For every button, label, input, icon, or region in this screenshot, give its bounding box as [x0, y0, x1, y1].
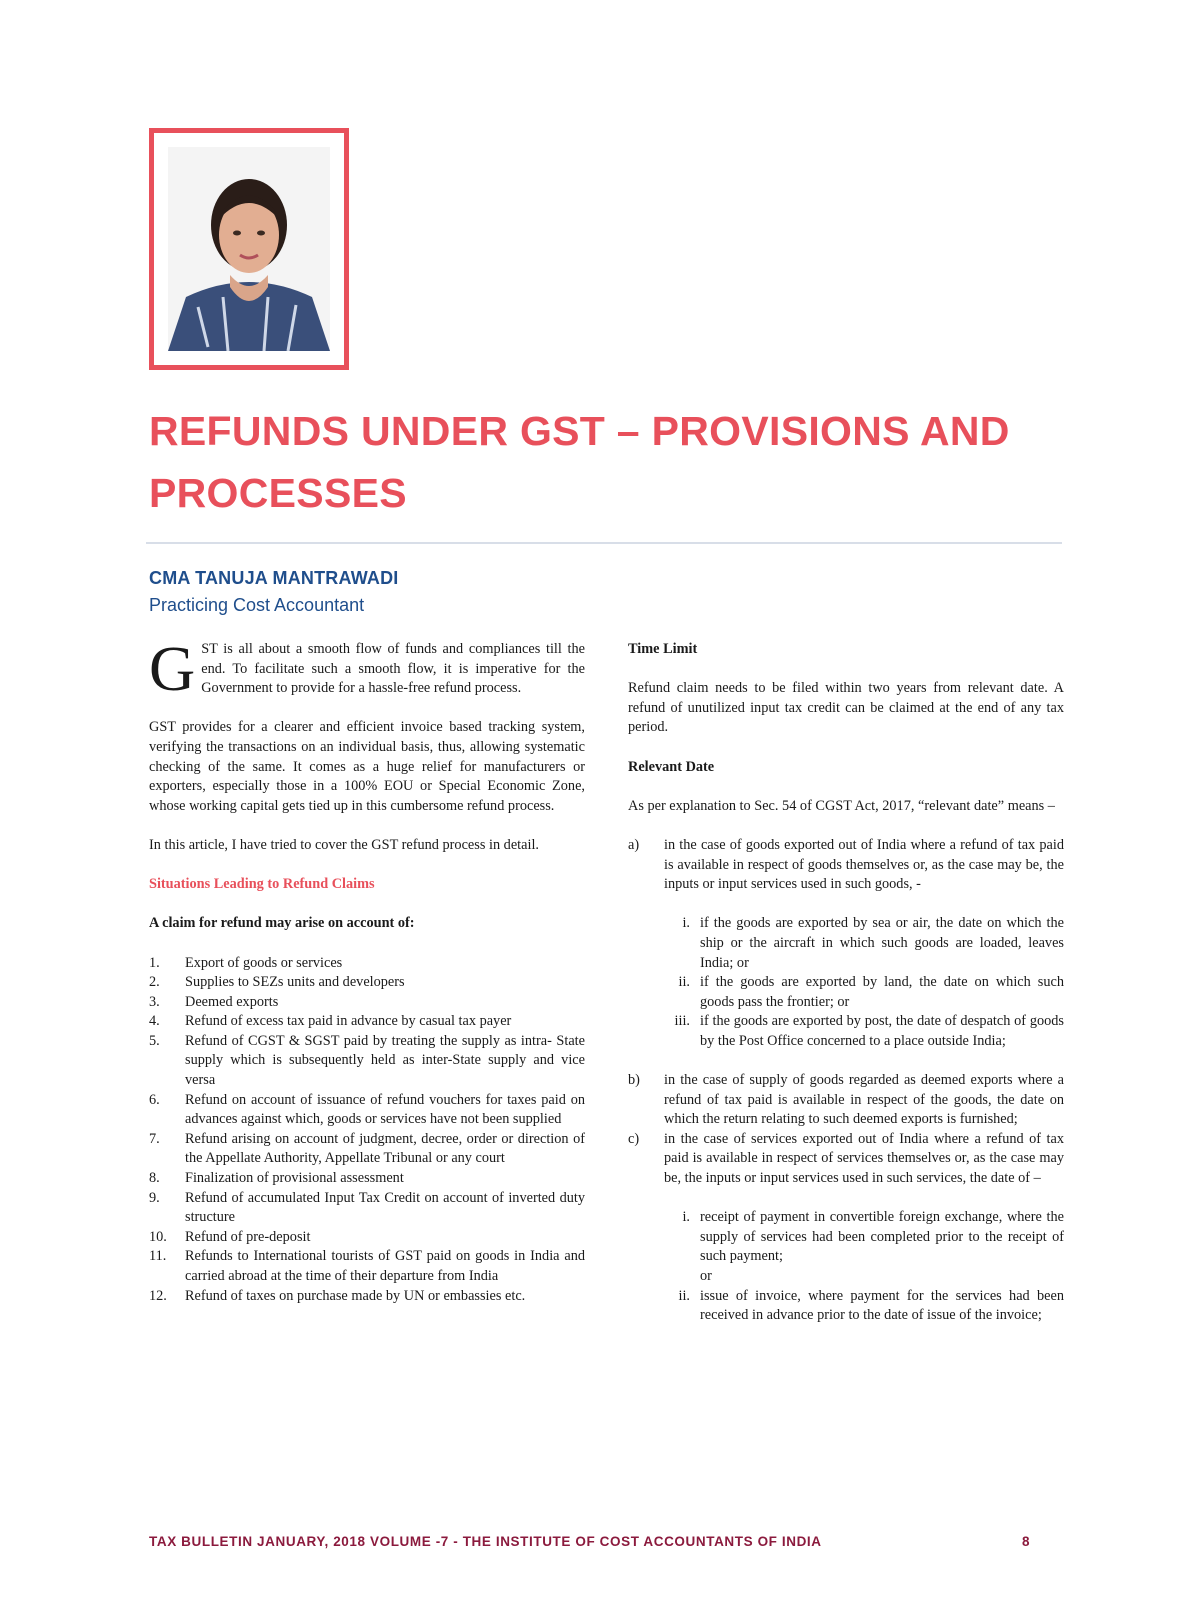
list-item: 9. Refund of accumulated Input Tax Credit on account of inverted duty structure [149, 1189, 585, 1226]
author-name: CMA TANUJA MANTRAWADI [149, 568, 399, 588]
paragraph-3: In this article, I have tried to cover the GST refund process in detail. [149, 836, 539, 853]
list-item: 8. Finalization of provisional assessment [149, 1170, 404, 1187]
list-item: 10. Refund of pre-deposit [149, 1228, 311, 1245]
sublist-c [664, 1208, 1064, 1326]
title-divider [146, 542, 1062, 544]
list-item: 2. Supplies to SEZs units and developers [149, 974, 405, 991]
list-item: 4. Refund of excess tax paid in advance by casual tax payer [149, 1013, 512, 1030]
list-item-a: a) in the case of goods exported out of India where a refund of tax paid is available in respect of goods themselves or, as the case may be, the inputs or input services used in such goods, - i. if the goods are exported by sea or air, the date on which the ship or the aircraft in which such goods are loaded, leaves India; or ii. if the goods are exported by land, the date on which such goods pass the frontier; or iii. if the goods are exported by post, the date of despatch of goods by the Post Office concerned to a place outside India; [628, 836, 1064, 1052]
refund-situations-list [149, 954, 585, 1307]
intro-text: ST is all about a smooth flow of funds and compliances till the end. To facilitate such a smooth flow, it is imperative for the Government to provide for a hassle-free refund process. [201, 641, 585, 697]
relevant-date-heading: Relevant Date [628, 758, 715, 775]
relevant-date-list [628, 836, 1064, 1326]
list-heading: A claim for refund may arise on account of: [149, 915, 415, 932]
left-column [149, 633, 585, 1306]
sub-item: ii. if the goods are exported by land, the date on which such goods pass the frontier; or [678, 974, 1064, 1010]
article-title: REFUNDS UNDER GST – PROVISIONS AND PROCESSES [149, 408, 1010, 516]
sub-item: iii. if the goods are exported by post, the date of despatch of goods by the Post Office concerned to a place outside India; [674, 1013, 1064, 1049]
list-item: 7. Refund arising on account of judgment, decree, order or direction of the Appellate Authority, Appellate Tribunal or any court [149, 1130, 585, 1167]
author-role: Practicing Cost Accountant [149, 595, 365, 615]
right-column [628, 640, 1064, 1345]
list-item-c: c) in the case of services exported out of India where a refund of tax paid is available in respect of services themselves or, as the case may be, the inputs or input services used in such services, the date of – i. receipt of payment in convertible foreign exchange, where the supply of services had been completed prior to the receipt of such payment; or ii. issue of invoice, where payment for the services had been received in advance prior to the date of issue of the invoice; [628, 1130, 1064, 1326]
drop-cap: G [149, 633, 196, 704]
author-photo-frame [149, 128, 349, 370]
list-item: 11. Refunds to International tourists of GST paid on goods in India and carried abroad at the time of their departure from India [149, 1248, 585, 1284]
list-item: 6. Refund on account of issuance of refund vouchers for taxes paid on advances against which, goods or services have not been supplied [149, 1091, 585, 1128]
or-line: or [700, 1268, 712, 1284]
page-number: 8 [1022, 1534, 1030, 1549]
list-item: 5. Refund of CGST & SGST paid by treating the supply as intra- State supply which is subsequently held as inter-State supply and vice versa [149, 1032, 585, 1089]
intro-paragraph [149, 633, 585, 704]
list-item: 1. Export of goods or services [149, 954, 343, 971]
section-heading: Situations Leading to Refund Claims [149, 876, 375, 893]
relevant-date-intro: As per explanation to Sec. 54 of CGST Act, 2017, “relevant date” means – [628, 797, 1055, 814]
footer-text: TAX BULLETIN JANUARY, 2018 VOLUME -7 - THE INSTITUTE OF COST ACCOUNTANTS OF INDIA [149, 1534, 822, 1549]
sub-item: i. if the goods are exported by sea or air, the date on which the ship or the aircraft in which such goods are loaded, leaves India; or [682, 915, 1064, 971]
list-item: 3. Deemed exports [149, 993, 279, 1010]
list-item-b: b) in the case of supply of goods regarded as deemed exports where a refund of tax paid is available in respect of the goods, the date on which the return relating to such deemed exports is furnished; [628, 1072, 1064, 1128]
sublist-a [664, 914, 1064, 1051]
author-portrait-image [168, 147, 330, 351]
list-item: 12. Refund of taxes on purchase made by UN or embassies etc. [149, 1287, 526, 1304]
time-limit-heading: Time Limit [628, 641, 698, 657]
sub-item: i. receipt of payment in convertible foreign exchange, where the supply of services had been completed prior to the receipt of such payment; [682, 1209, 1064, 1265]
sub-item: ii. issue of invoice, where payment for the services had been received in advance prior to the date of issue of the invoice; [678, 1287, 1064, 1324]
paragraph-2: GST provides for a clearer and efficient invoice based tracking system, verifying the transactions on an individual basis, thus, allowing systematic checking of the same. It comes as a huge relief for manufacturers or exporters, especially those in a 100% EOU or Special Economic Zone, whose working capital gets tied up in this cumbersome refund process. [149, 719, 585, 814]
time-limit-text: Refund claim needs to be filed within two years from relevant date. A refund of unutilized input tax credit can be claimed at the end of any tax period. [628, 680, 1064, 736]
